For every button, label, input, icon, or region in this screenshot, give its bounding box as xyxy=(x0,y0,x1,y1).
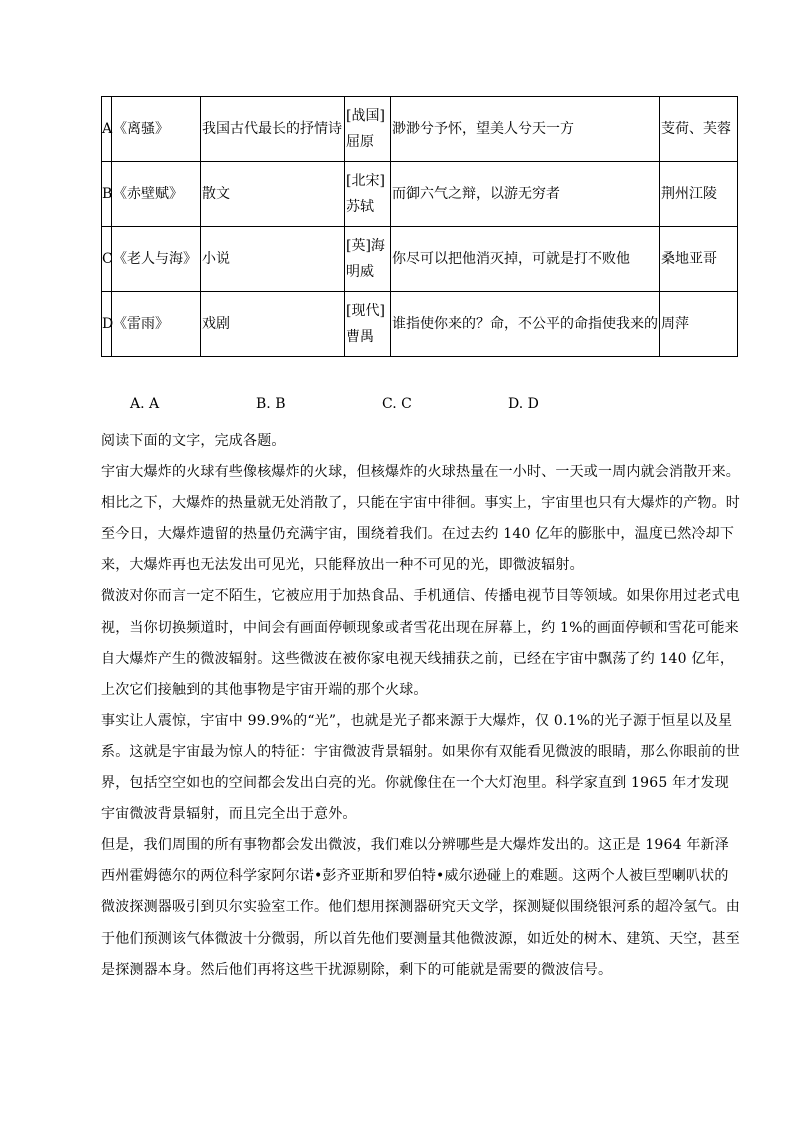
extra-info: 周萍 xyxy=(660,292,738,357)
table-row xyxy=(102,162,738,227)
quote: 谁指使你来的？命，不公平的命指使我来的 xyxy=(391,292,660,357)
genre: 戏剧 xyxy=(201,292,345,357)
genre: 散文 xyxy=(201,162,345,227)
option-d[interactable]: D. D xyxy=(508,396,539,412)
work-title: 《雷雨》 xyxy=(112,292,201,357)
work-title: 《离骚》 xyxy=(112,97,201,162)
author: [战国]屈原 xyxy=(345,97,391,162)
paragraph: 宇宙大爆炸的火球有些像核爆炸的火球，但核爆炸的火球热量在一小时、一天或一周内就会消散开来。相比之下，大爆炸的热量就无处消散了，只能在宇宙中徘徊。事实上，宇宙里也只有大爆炸的产物。时至今日，大爆炸遗留的热量仍充满宇宙，围绕着我们。在过去约 140 亿年的膨胀中，温度已然冷却下来，大爆炸再也无法发出可见光，只能释放出一种不可见的光，即微波辐射。 xyxy=(101,464,740,574)
row-letter: B xyxy=(102,162,112,227)
option-a[interactable]: A. A xyxy=(130,396,160,412)
literature-table xyxy=(101,96,738,357)
quote: 而御六气之辩，以游无穷者 xyxy=(391,162,660,227)
paragraph: 微波对你而言一定不陌生，它被应用于加热食品、手机通信、传播电视节目等领域。如果你用过老式电视，当你切换频道时，中间会有画面停顿现象或者雪花出现在屏幕上，约 1%的画面停顿和雪花可能来自大爆炸产生的微波辐射。这些微波在被你家电视天线捕获之前，已经在宇宙中飘荡了约 140 亿年，上次它们接触到的其他事物是宇宙开端的那个火球。 xyxy=(101,588,740,698)
paragraph: 但是，我们周围的所有事物都会发出微波，我们难以分辨哪些是大爆炸发出的。这正是 1964 年新泽西州霍姆德尔的两位科学家阿尔诺•彭齐亚斯和罗伯特•威尔逊碰上的难题。这两个人被巨型喇叭状的微波探测器吸引到贝尔实验室工作。他们想用探测器研究天文学，探测疑似围绕银河系的超冷氢气。由于他们预测该气体微波十分微弱，所以首先他们要测量其他微波源，如近处的树木、建筑、天空，甚至是探测器本身。然后他们再将这些干扰源剔除，剩下的可能就是需要的微波信号。 xyxy=(101,837,740,978)
quote: 你尽可以把他消灭掉，可就是打不败他 xyxy=(391,227,660,292)
instruction: 阅读下面的文字，完成各题。 xyxy=(101,433,286,449)
author: [北宋]苏轼 xyxy=(345,162,391,227)
paragraph: 事实让人震惊，宇宙中 99.9%的“光”，也就是光子都来源于大爆炸，仅 0.1%的光子源于恒星以及星系。这就是宇宙最为惊人的特征：宇宙微波背景辐射。如果你有双能看见微波的眼睛，那么你眼前的世界，包括空空如也的空间都会发出白亮的光。你就像住在一个大灯泡里。科学家直到 1965 年才发现宇宙微波背景辐射，而且完全出于意外。 xyxy=(101,712,740,823)
genre: 我国古代最长的抒情诗 xyxy=(201,97,345,162)
genre: 小说 xyxy=(201,227,345,292)
reading-passage xyxy=(101,426,741,986)
work-title: 《老人与海》 xyxy=(112,227,201,292)
author: [现代]曹禺 xyxy=(345,292,391,357)
author: [英]海明威 xyxy=(345,227,391,292)
row-letter: D xyxy=(102,292,112,357)
table-row xyxy=(102,97,738,162)
extra-info: 荆州江陵 xyxy=(660,162,738,227)
quote: 渺渺兮予怀，望美人兮天一方 xyxy=(391,97,660,162)
extra-info: 芰荷、芙蓉 xyxy=(660,97,738,162)
table-row xyxy=(102,227,738,292)
table-row xyxy=(102,292,738,357)
extra-info: 桑地亚哥 xyxy=(660,227,738,292)
row-letter: A xyxy=(102,97,112,162)
option-c[interactable]: C. C xyxy=(382,396,412,412)
work-title: 《赤壁赋》 xyxy=(112,162,201,227)
option-b[interactable]: B. B xyxy=(256,396,286,412)
row-letter: C xyxy=(102,227,112,292)
